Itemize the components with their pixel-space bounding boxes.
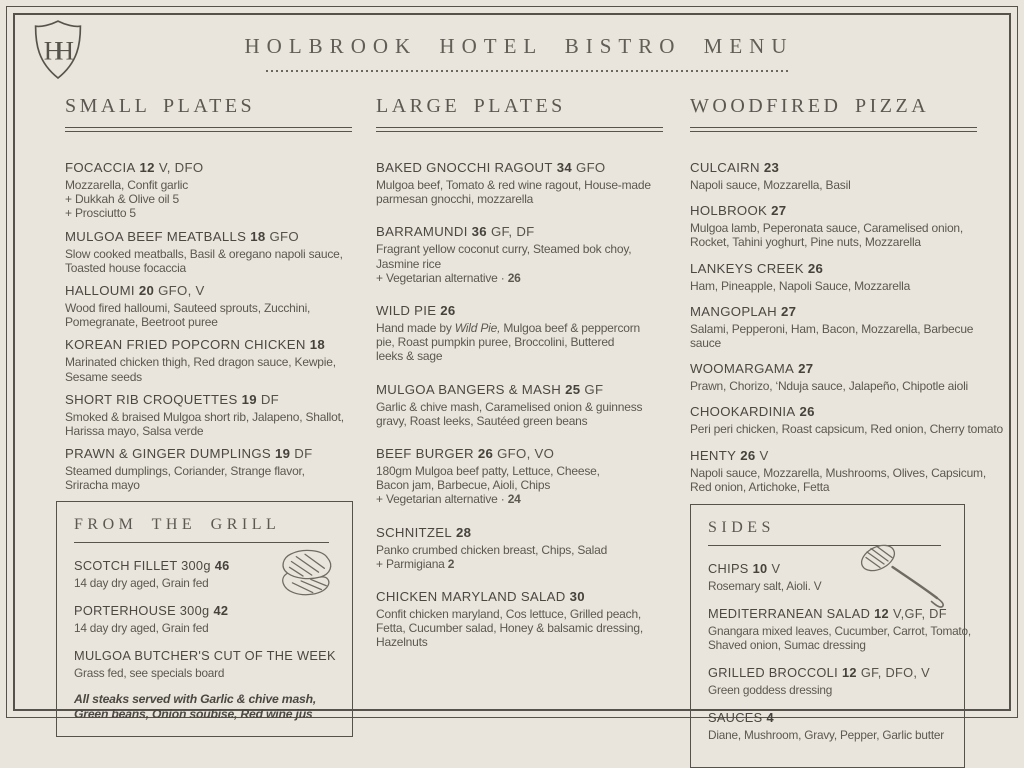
steaks-served-note xyxy=(74,692,339,723)
item-name: PORTERHOUSE 300g xyxy=(74,602,210,618)
item-description-line: Pomegranate, Beetroot puree xyxy=(65,315,218,330)
item-name: BARRAMUNDI xyxy=(376,224,468,240)
item-name-price xyxy=(690,360,977,377)
item-name-price xyxy=(65,336,352,353)
item-price: 19 xyxy=(241,391,257,407)
item-dietary-tags: V xyxy=(771,561,781,577)
item-name-price xyxy=(690,202,977,219)
item-description-line: Steamed dumplings, Coriander, Strange flavor, xyxy=(65,464,305,479)
section-double-rule xyxy=(376,127,663,132)
item-name: CHIPS xyxy=(708,561,749,577)
menu-item xyxy=(65,391,352,438)
item-price: 12 xyxy=(139,160,155,175)
item-description-line: Grass fed, see specials board xyxy=(74,665,225,680)
item-name: CHOOKARDINIA xyxy=(690,404,796,420)
spoon-sketch-icon xyxy=(854,541,954,613)
item-name: BEEF BURGER xyxy=(376,446,474,462)
item-name-price xyxy=(65,159,352,176)
item-description-line: Ham, Pineapple, Napoli Sauce, Mozzarella xyxy=(690,278,911,293)
menu-item xyxy=(65,282,352,329)
item-description-line: 14 day dry aged, Grain fed xyxy=(74,620,209,635)
item-description-line: Harissa mayo, Salsa verde xyxy=(65,424,204,439)
section-double-rule xyxy=(65,127,352,132)
item-price: 28 xyxy=(455,524,472,540)
item-price: 12 xyxy=(874,606,889,622)
item-name: PRAWN & GINGER DUMPLINGS xyxy=(65,446,272,462)
item-name: GRILLED BROCCOLI xyxy=(708,665,838,681)
menu-item xyxy=(690,403,1004,437)
item-description-line: + Dukkah & Olive oil 5 xyxy=(65,192,179,207)
item-dietary-tags: GFO, V xyxy=(158,283,205,299)
menu-item xyxy=(65,445,352,492)
section-woodfired-pizza xyxy=(690,95,1004,768)
item-description-line: pie, Roast pumpkin puree, Broccolini, Buttered xyxy=(376,335,615,350)
section-heading: SMALL PLATES xyxy=(65,95,256,117)
item-description-line: Fetta, Cucumber salad, Honey & balsamic dressing, xyxy=(376,621,643,636)
item-description-line: Bacon jam, Barbecue, Aioli, Chips xyxy=(376,478,551,493)
item-name: HALLOUMI xyxy=(65,283,135,299)
menu-item xyxy=(376,223,663,285)
menu-item xyxy=(690,447,986,494)
item-description-line: gravy, Roast leeks, Sautéed green beans xyxy=(376,413,588,428)
section-large-plates xyxy=(376,95,663,667)
item-name: HENTY xyxy=(690,447,737,463)
item-name: HOLBROOK xyxy=(690,203,768,219)
item-price: 19 xyxy=(275,446,291,462)
section-double-rule xyxy=(690,127,977,132)
item-description-line: Toasted house focaccia xyxy=(65,260,187,275)
item-dietary-tags: GF xyxy=(584,381,604,397)
item-description-line: 180gm Mulgoa beef patty, Lettuce, Cheese, xyxy=(376,464,600,479)
from-the-grill-box xyxy=(56,501,353,737)
menu-item xyxy=(376,159,663,206)
page-title: HOLBROOK HOTEL BISTRO MENU xyxy=(244,34,794,58)
item-name-price xyxy=(376,302,663,319)
item-description-line: Salami, Pepperoni, Ham, Bacon, Mozzarella, Barbecue xyxy=(690,321,974,336)
item-name-price xyxy=(708,709,951,726)
item-price: 42 xyxy=(213,602,229,618)
menu-item xyxy=(376,524,663,571)
item-price: 36 xyxy=(471,224,487,240)
title-dotted-rule xyxy=(266,70,790,72)
item-name-price xyxy=(690,303,977,320)
item-name-price xyxy=(376,159,663,176)
item-price: 46 xyxy=(214,557,230,573)
item-price: 26 xyxy=(440,303,456,319)
item-name: WILD PIE xyxy=(376,303,437,319)
item-dietary-tags: GF, DF xyxy=(490,224,535,240)
item-dietary-tags: V xyxy=(759,447,769,463)
large-plates-items xyxy=(376,159,663,650)
box-heading: SIDES xyxy=(708,519,775,537)
item-price: 25 xyxy=(565,381,581,397)
item-price: 23 xyxy=(763,160,780,175)
item-price: 34 xyxy=(556,160,573,175)
woodfired-pizza-items xyxy=(690,159,1004,494)
item-name: MEDITERRANEAN SALAD xyxy=(708,606,871,622)
item-name: SCOTCH FILLET 300g xyxy=(74,557,211,573)
item-name-price xyxy=(65,391,352,408)
item-description-line: parmesan gnocchi, mozzarella xyxy=(376,192,534,207)
item-price: 20 xyxy=(138,283,155,299)
item-name: LANKEYS CREEK xyxy=(690,260,804,276)
item-description-line: + Prosciutto 5 xyxy=(65,206,136,221)
item-name-price xyxy=(708,664,951,681)
item-dietary-tags: GFO xyxy=(269,228,299,244)
item-description-line: leeks & sage xyxy=(376,349,443,364)
item-description-line: Panko crumbed chicken breast, Chips, Salad xyxy=(376,542,608,557)
item-name: WOOMARGAMA xyxy=(690,361,795,377)
item-dietary-tags: V,GF, DF xyxy=(892,606,947,622)
box-heading: FROM THE GRILL xyxy=(74,515,281,533)
item-description-line: Confit chicken maryland, Cos lettuce, Grilled peach, xyxy=(376,607,642,622)
item-price: 18 xyxy=(309,337,325,353)
item-description-line: Gnangara mixed leaves, Cucumber, Carrot, Tomato, xyxy=(708,624,971,639)
item-name-price xyxy=(690,260,977,277)
menu-item xyxy=(690,260,977,293)
item-description-line: Sesame seeds xyxy=(65,369,142,384)
item-description-line: Fragrant yellow coconut curry, Steamed bok choy, xyxy=(376,242,632,257)
item-name: CHICKEN MARYLAND SALAD xyxy=(376,589,566,605)
item-description-line: + Vegetarian alternative · 24 xyxy=(376,492,521,507)
menu-item xyxy=(376,588,663,650)
item-description-line: Diane, Mushroom, Gravy, Pepper, Garlic butter xyxy=(708,728,944,743)
menu-item xyxy=(65,336,352,383)
item-name-price xyxy=(376,381,663,398)
section-small-plates xyxy=(65,95,352,737)
item-price: 10 xyxy=(752,561,768,577)
item-description-line: Sriracha mayo xyxy=(65,478,140,493)
item-name-price xyxy=(65,228,352,245)
item-description-line: Wood fired halloumi, Sauteed sprouts, Zucchini, xyxy=(65,301,311,316)
item-price: 27 xyxy=(771,203,787,219)
item-description-line: Hand made by Wild Pie, Mulgoa beef & peppercorn xyxy=(376,321,640,336)
item-name: MULGOA BANGERS & MASH xyxy=(376,381,562,397)
item-name-price xyxy=(376,588,663,605)
item-price: 27 xyxy=(798,361,814,377)
section-heading: LARGE PLATES xyxy=(376,95,566,117)
item-description-line: Mulgoa beef, Tomato & red wine ragout, House-made xyxy=(376,178,651,192)
item-description-line: Smoked & braised Mulgoa short rib, Jalapeno, Shallot, xyxy=(65,409,344,424)
item-description-line: Hazelnuts xyxy=(376,635,428,650)
item-dietary-tags: V, DFO xyxy=(158,160,204,175)
note-line: All steaks served with Garlic & chive mash, xyxy=(74,691,317,706)
menu-item xyxy=(65,159,352,221)
menu-item xyxy=(690,303,977,350)
item-name-price xyxy=(65,282,352,299)
item-description-line: Rocket, Tahini yoghurt, Pine nuts, Mozzarella xyxy=(690,235,921,250)
item-dietary-tags: GFO xyxy=(576,160,606,175)
item-price: 26 xyxy=(477,446,494,462)
menu-item xyxy=(376,381,663,428)
item-name: MULGOA BUTCHER'S CUT OF THE WEEK xyxy=(74,647,336,663)
sides-box xyxy=(690,504,971,768)
menu-item xyxy=(708,664,951,697)
item-name: BAKED GNOCCHI RAGOUT xyxy=(376,160,553,175)
item-name: MANGOPLAH xyxy=(690,303,777,319)
item-price: 26 xyxy=(799,404,815,420)
menu-item xyxy=(376,302,663,364)
item-dietary-tags: DF xyxy=(260,391,280,407)
menu-item xyxy=(690,159,977,192)
logo-monogram: HH xyxy=(43,36,67,66)
menu-item xyxy=(74,647,339,680)
item-price: 18 xyxy=(250,228,266,244)
item-description-line: Shaved onion, Sumac dressing xyxy=(708,638,866,653)
item-price: 26 xyxy=(740,447,756,463)
item-description-line: Napoli sauce, Mozzarella, Basil xyxy=(690,178,851,192)
item-description-line: Marinated chicken thigh, Red dragon sauce, Kewpie, xyxy=(65,355,336,370)
item-name-price xyxy=(376,223,663,240)
item-price: 4 xyxy=(766,710,774,726)
item-name-price xyxy=(690,403,977,420)
item-description-line: Jasmine rice xyxy=(376,256,441,271)
item-description-line: Slow cooked meatballs, Basil & oregano napoli sauce, xyxy=(65,246,343,261)
item-dietary-tags: GF, DFO, V xyxy=(860,665,930,681)
menu-item xyxy=(690,202,977,249)
menu-item xyxy=(376,445,663,507)
item-description-line: Mulgoa lamb, Peperonata sauce, Caramelised onion, xyxy=(690,221,964,236)
item-description-line: Rosemary salt, Aioli. V xyxy=(708,579,822,594)
item-price: 27 xyxy=(780,303,797,319)
item-name: MULGOA BEEF MEATBALLS xyxy=(65,228,247,244)
item-description-line: Green goddess dressing xyxy=(708,683,833,698)
item-description-line: Red onion, Artichoke, Fetta xyxy=(690,479,830,494)
menu-item xyxy=(708,709,951,742)
item-name: CULCAIRN xyxy=(690,160,760,175)
item-description-line: 14 day dry aged, Grain fed xyxy=(74,575,209,590)
section-heading: WOODFIRED PIZZA xyxy=(690,95,930,117)
item-description-line: Garlic & chive mash, Caramelised onion & guinness xyxy=(376,399,643,414)
item-name: SAUCES xyxy=(708,710,763,726)
item-description-line: + Vegetarian alternative · 26 xyxy=(376,270,521,285)
item-name: KOREAN FRIED POPCORN CHICKEN xyxy=(65,337,306,353)
item-description-line: Napoli sauce, Mozzarella, Mushrooms, Olives, Capsicum, xyxy=(690,465,986,480)
item-dietary-tags: DF xyxy=(294,446,313,462)
item-dietary-tags: GFO, VO xyxy=(497,446,555,462)
item-name: FOCACCIA xyxy=(65,160,136,175)
item-name-price xyxy=(690,159,977,176)
item-description-line: sauce xyxy=(690,336,722,351)
item-name-price xyxy=(690,447,977,464)
item-name: SCHNITZEL xyxy=(376,524,452,540)
item-description-line: Peri peri chicken, Roast capsicum, Red onion, Cherry tomato xyxy=(690,422,1004,437)
menu-item xyxy=(690,360,977,393)
item-price: 12 xyxy=(841,665,857,681)
item-name-price xyxy=(74,647,339,664)
menu-item xyxy=(65,228,352,275)
item-description-line: + Parmigiana 2 xyxy=(376,556,455,571)
item-price: 30 xyxy=(569,589,585,605)
item-description-line: Prawn, Chorizo, ‘Nduja sauce, Jalapeño, Chipotle aioli xyxy=(690,379,969,394)
steak-sketch-icon xyxy=(266,546,344,610)
item-name: SHORT RIB CROQUETTES xyxy=(65,391,238,407)
item-name-price xyxy=(65,445,352,462)
small-plates-items xyxy=(65,159,352,493)
item-description-line: Mozzarella, Confit garlic xyxy=(65,178,189,192)
box-rule xyxy=(74,542,329,543)
item-name-price xyxy=(376,524,663,541)
note-line: Green beans, Onion soubise, Red wine jus xyxy=(74,707,313,722)
item-name-price xyxy=(376,445,663,462)
item-price: 26 xyxy=(807,260,824,276)
